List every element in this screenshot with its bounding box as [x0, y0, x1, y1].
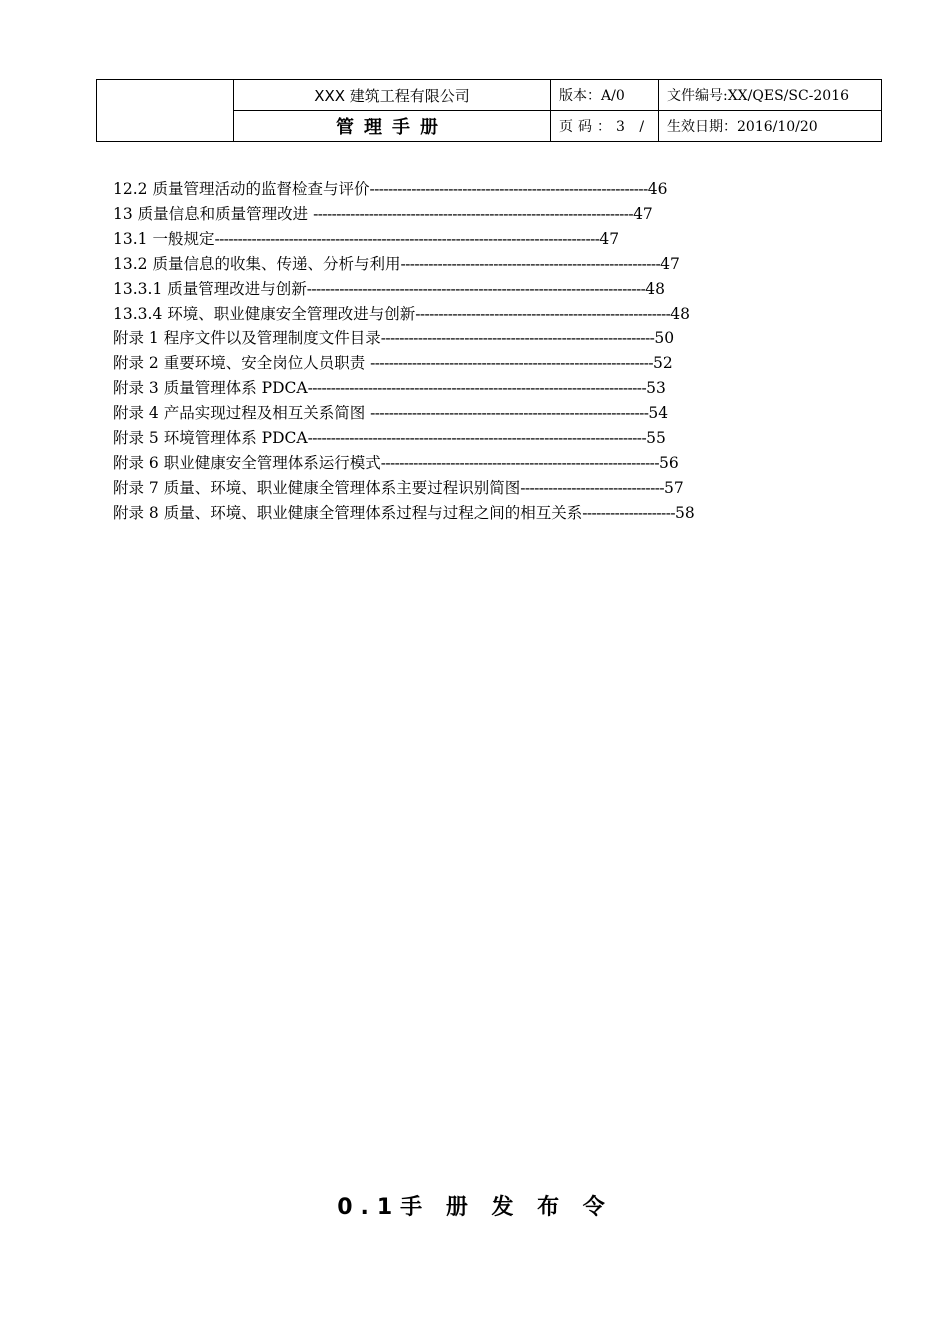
toc-entry-title: 附录 8 质量、环境、职业健康全管理体系过程与过程之间的相互关系: [113, 503, 583, 522]
toc-entry-leader: ---------------------------------------------------------------------: [313, 204, 634, 223]
toc-entry-title: 附录 1 程序文件以及管理制度文件目录: [113, 329, 381, 348]
toc-entry-page: 52: [653, 354, 673, 373]
toc-entry-page: 57: [663, 478, 684, 497]
release-order-heading: 0.1手 册 发 布 令: [337, 1195, 613, 1220]
toc-entry[interactable]: [113, 202, 853, 227]
logo-cell: [97, 80, 234, 142]
toc-entry[interactable]: [113, 351, 853, 376]
toc-entry-leader: --------------------: [582, 503, 675, 522]
company-name: XXX 建筑工程有限公司: [234, 80, 551, 111]
document-number-cell: 文件编号:XX/QES/SC-2016: [659, 80, 882, 111]
toc-entry-leader: ------------------------------------------------------------: [370, 404, 649, 423]
table-of-contents: [113, 177, 853, 526]
toc-entry[interactable]: [113, 501, 853, 526]
toc-entry-page: 58: [674, 503, 695, 522]
toc-entry-title: 附录 7 质量、环境、职业健康全管理体系主要过程识别简图: [113, 478, 521, 497]
toc-entry-title: 附录 6 职业健康安全管理体系运行模式: [113, 453, 381, 472]
toc-entry-title: 13.2 质量信息的收集、传递、分析与利用: [113, 254, 401, 273]
toc-entry-page: 55: [646, 429, 666, 448]
toc-entry-page: 48: [670, 304, 691, 323]
version-cell: 版本：A/0: [551, 80, 659, 111]
toc-entry-title: 附录 5 环境管理体系 PDCA: [113, 429, 308, 448]
toc-entry[interactable]: [113, 376, 853, 401]
toc-entry[interactable]: [113, 227, 853, 252]
toc-entry-title: 附录 2 重要环境、安全岗位人员职责: [113, 354, 371, 373]
toc-entry-title: 13 质量信息和质量管理改进: [113, 204, 314, 223]
toc-entry-page: 53: [646, 379, 666, 398]
toc-entry-leader: ------------------------------------------------------------: [380, 453, 659, 472]
toc-entry-page: 56: [658, 453, 679, 472]
toc-entry[interactable]: [113, 252, 853, 277]
toc-entry-title: 13.3.4 环境、职业健康安全管理改进与创新: [113, 304, 416, 323]
toc-entry-title: 13.1 一般规定: [113, 229, 215, 248]
toc-entry-page: 46: [647, 180, 668, 198]
toc-entry-leader: -------------------------------------------------------------: [370, 354, 654, 373]
document-header-table: [96, 79, 882, 142]
toc-entry-title: 12.2 质量管理活动的监督检查与评价: [113, 180, 370, 198]
toc-entry-leader: -------------------------------: [520, 478, 664, 497]
toc-entry[interactable]: [113, 426, 853, 451]
toc-entry-leader: ------------------------------------------------------------: [369, 180, 648, 198]
toc-entry-page: 50: [654, 329, 675, 348]
toc-entry[interactable]: [113, 451, 853, 476]
toc-entry-title: 附录 3 质量管理体系 PDCA: [113, 379, 308, 398]
toc-entry-leader: -------------------------------------------------------------------------: [307, 379, 647, 398]
toc-entry-leader: -------------------------------------------------------: [415, 304, 671, 323]
page-number-cell: 页码：3 /: [551, 111, 659, 142]
toc-entry[interactable]: [113, 401, 853, 426]
toc-entry[interactable]: [113, 326, 853, 351]
toc-entry-page: 47: [633, 204, 653, 223]
toc-entry-leader: -------------------------------------------------------------------------: [307, 429, 647, 448]
toc-entry-leader: -----------------------------------------------------------: [380, 329, 655, 348]
toc-entry-page: 48: [645, 279, 665, 298]
toc-entry-page: 47: [599, 229, 620, 248]
toc-entry[interactable]: [113, 177, 853, 202]
toc-entry[interactable]: [113, 277, 853, 302]
toc-entry-leader: -------------------------------------------------------------------------: [306, 279, 646, 298]
toc-entry-page: 54: [648, 404, 669, 423]
toc-entry[interactable]: [113, 302, 853, 327]
effective-date-cell: 生效日期：2016/10/20: [659, 111, 882, 142]
toc-entry-title: 附录 4 产品实现过程及相互关系简图: [113, 404, 371, 423]
toc-entry-title: 13.3.1 质量管理改进与创新: [113, 279, 307, 298]
toc-entry[interactable]: [113, 476, 853, 501]
manual-title: 管理手册: [234, 111, 551, 142]
toc-entry-leader: --------------------------------------------------------: [400, 254, 661, 273]
toc-entry-page: 47: [660, 254, 680, 273]
toc-entry-leader: -----------------------------------------------------------------------------------: [214, 229, 600, 248]
